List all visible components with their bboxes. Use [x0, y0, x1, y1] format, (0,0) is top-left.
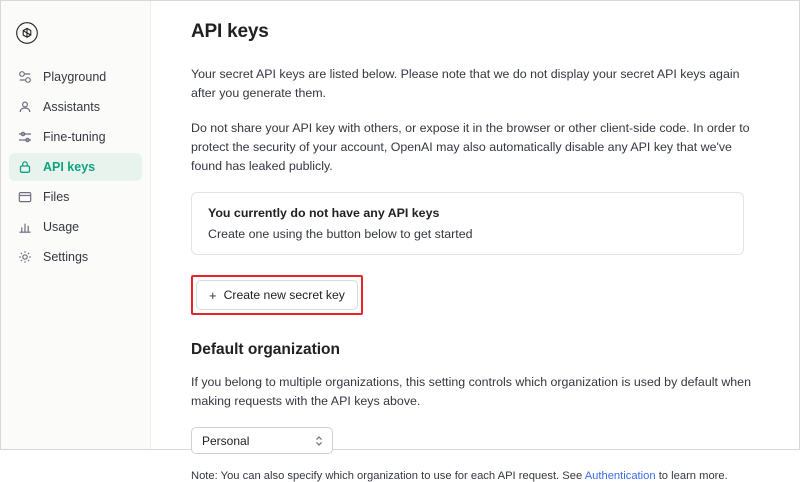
intro-paragraph-2: Do not share your API key with others, or expose it in the browser or other client-side code. In order to protect the security of your account, OpenAI may also automatically disable any API key that we've found has leaked publicly. [191, 121, 750, 173]
sidebar-item-label: Settings [43, 250, 89, 264]
create-new-secret-key-button[interactable] [196, 280, 358, 310]
sidebar-item-label: Usage [43, 220, 80, 234]
playground-icon [17, 69, 33, 85]
organization-note-prefix: Note: You can also specify which organization to use for each API request. See [191, 470, 585, 482]
no-keys-notice-subtitle: Create one using the button below to get started [208, 227, 473, 241]
main-content [151, 1, 799, 482]
default-organization-title: Default organization [191, 341, 340, 358]
sidebar-item-files[interactable] [9, 183, 142, 211]
default-organization-description: If you belong to multiple organizations, this setting controls which organization is used by default when making requests with the API keys above. [191, 375, 751, 408]
create-new-secret-key-label: Create new secret key [223, 288, 345, 302]
assistants-icon [17, 99, 33, 115]
create-key-highlight-box [191, 275, 363, 315]
organization-note-suffix: to learn more. [655, 470, 728, 482]
files-icon [17, 189, 33, 205]
sidebar-item-label: Files [43, 190, 70, 204]
chevron-updown-icon [314, 434, 324, 448]
sidebar-item-assistants[interactable] [9, 93, 142, 121]
organization-note [191, 470, 771, 482]
sidebar-item-usage[interactable] [9, 213, 142, 241]
sidebar-item-label: Fine-tuning [43, 130, 106, 144]
lock-icon [17, 159, 33, 175]
sidebar-item-playground[interactable] [9, 63, 142, 91]
sidebar-item-fine-tuning[interactable] [9, 123, 142, 151]
gear-icon [17, 249, 33, 265]
no-keys-notice [191, 192, 744, 255]
intro-paragraph-1: Your secret API keys are listed below. Please note that we do not display your secret API keys again after you generate them. [191, 67, 740, 100]
sidebar-item-label: Playground [43, 70, 107, 84]
page-title: API keys [191, 21, 269, 42]
sidebar-item-label: Assistants [43, 100, 100, 114]
plus-icon: + [209, 287, 217, 303]
openai-logo-icon [15, 21, 39, 45]
fine-tuning-icon [17, 129, 33, 145]
sidebar-nav [1, 63, 150, 271]
sidebar [1, 1, 151, 449]
sidebar-item-settings[interactable] [9, 243, 142, 271]
logo-wrap [1, 11, 150, 55]
sidebar-item-label: API keys [43, 160, 96, 174]
no-keys-notice-title: You currently do not have any API keys [208, 206, 440, 220]
authentication-link[interactable]: Authentication [584, 470, 656, 482]
sidebar-item-api-keys[interactable] [9, 153, 142, 181]
default-organization-value: Personal [202, 433, 250, 448]
usage-icon [17, 219, 33, 235]
default-organization-select[interactable] [191, 427, 333, 454]
